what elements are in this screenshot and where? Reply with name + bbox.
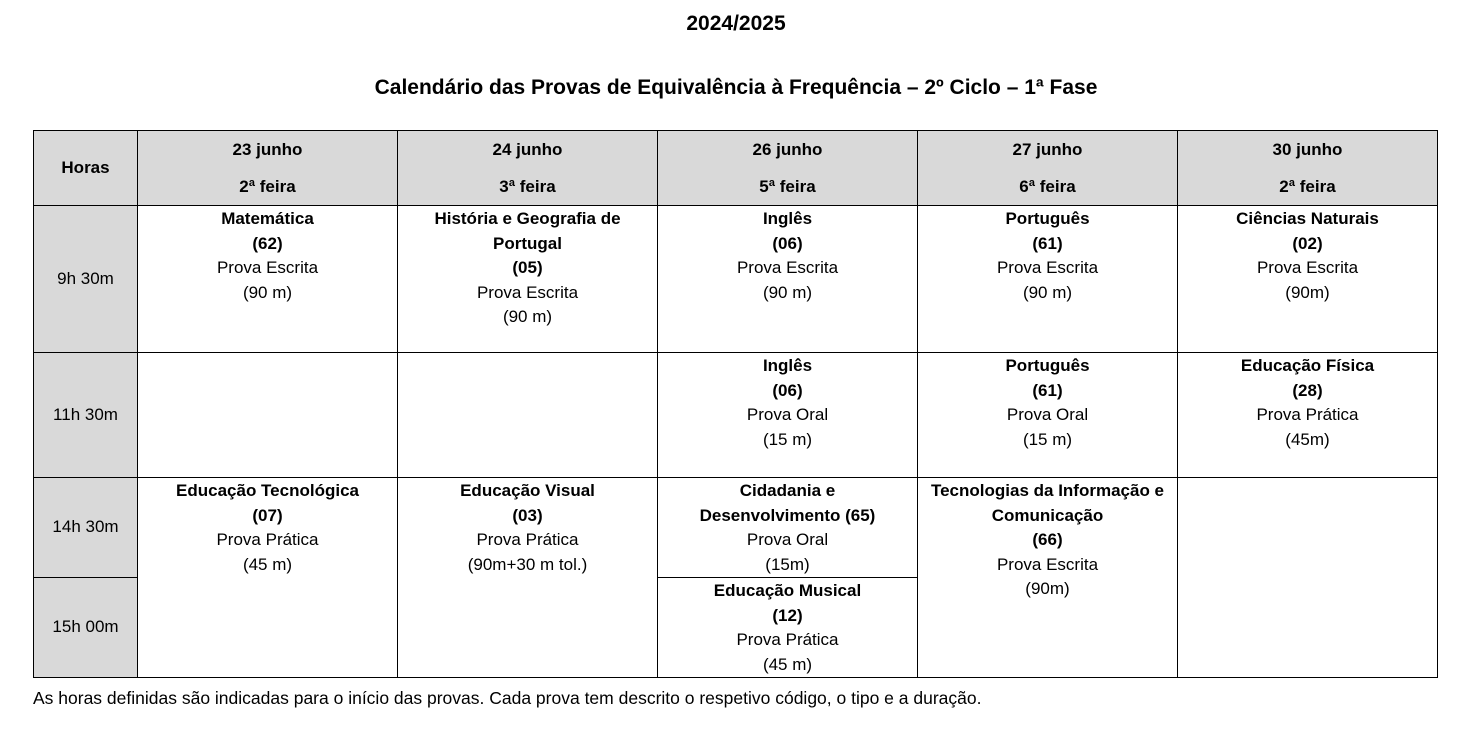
exam-type: Prova Prática <box>736 630 839 649</box>
exam-type: Prova Escrita <box>1256 258 1359 277</box>
time-row <box>34 478 1438 578</box>
exam-code: (02) <box>1292 233 1323 253</box>
exam-duration: (45m) <box>1285 429 1330 449</box>
exam-type: Prova Prática <box>476 530 579 549</box>
exam-duration: (15 m) <box>762 429 813 449</box>
day-header <box>918 131 1178 206</box>
day-header <box>658 131 918 206</box>
exam-cell <box>1178 353 1438 478</box>
exam-subject: Ciências Naturais <box>1236 209 1379 228</box>
day-date: 30 junho <box>1272 140 1343 159</box>
exam-cell <box>918 206 1178 353</box>
exam-code: (03) <box>512 505 543 525</box>
page-title: Calendário das Provas de Equivalência à Frequência – 2º Ciclo – 1ª Fase <box>374 76 1098 99</box>
exam-cell <box>138 478 398 678</box>
exam-code: (12) <box>772 605 803 625</box>
year-heading: 2024/2025 <box>686 12 786 35</box>
exam-subject: Português <box>1005 356 1090 375</box>
exam-duration: (90 m) <box>502 307 553 326</box>
exam-type: Prova Escrita <box>736 258 839 277</box>
exam-subject: Educação Visual <box>460 481 595 500</box>
exam-code: (66) <box>1032 530 1063 549</box>
hour-cell: 9h 30m <box>34 206 138 353</box>
exam-calendar-table <box>33 130 1438 678</box>
exam-duration: (90 m) <box>762 282 813 302</box>
exam-duration: (90 m) <box>1022 282 1073 302</box>
exam-subject: Português <box>1005 209 1090 228</box>
exam-duration: (90m) <box>1285 282 1330 302</box>
exam-subject: Inglês <box>762 356 813 375</box>
hour-cell: 15h 00m <box>34 578 138 678</box>
exam-duration: (90 m) <box>242 282 293 302</box>
day-header <box>398 131 658 206</box>
exam-type: Prova Escrita <box>216 258 319 277</box>
exam-code: (62) <box>252 233 283 253</box>
exam-type: Prova Oral <box>746 530 829 549</box>
day-weekday: 5ª feira <box>759 176 816 196</box>
exam-subject: Cidadania e Desenvolvimento (65) <box>699 481 876 525</box>
exam-code: (28) <box>1292 380 1323 400</box>
exam-cell <box>138 206 398 353</box>
day-weekday: 2ª feira <box>1279 176 1336 196</box>
exam-subject: Matemática <box>221 209 314 228</box>
exam-subject: Inglês <box>762 209 813 228</box>
exam-cell <box>918 353 1178 478</box>
exam-duration: (15 m) <box>1022 429 1073 449</box>
exam-type: Prova Prática <box>216 530 319 549</box>
exam-cell <box>398 206 658 353</box>
day-header <box>1178 131 1438 206</box>
day-weekday: 3ª feira <box>499 176 556 196</box>
day-date: 26 junho <box>752 140 823 159</box>
exam-subject: Educação Física <box>1240 356 1375 375</box>
time-row <box>34 206 1438 353</box>
exam-subject: História e Geografia de Portugal <box>434 209 621 253</box>
time-row <box>34 353 1438 478</box>
empty-cell <box>398 353 658 478</box>
exam-code: (06) <box>772 380 803 400</box>
exam-duration: (90m) <box>1025 579 1070 598</box>
exam-subject: Tecnologias da Informação e Comunicação <box>930 481 1165 525</box>
empty-cell <box>1178 478 1438 678</box>
day-date: 24 junho <box>492 140 563 159</box>
exam-type: Prova Escrita <box>996 258 1099 277</box>
exam-duration: (15m) <box>765 554 810 574</box>
exam-duration: (90m+30 m tol.) <box>467 554 588 574</box>
exam-subject: Educação Tecnológica <box>176 481 359 500</box>
exam-type: Prova Oral <box>746 405 829 424</box>
exam-cell <box>658 578 918 678</box>
exam-code: (06) <box>772 233 803 253</box>
empty-cell <box>138 353 398 478</box>
exam-cell <box>658 478 918 578</box>
exam-code: (61) <box>1032 380 1063 400</box>
exam-type: Prova Prática <box>1256 405 1359 424</box>
exam-type: Prova Oral <box>1006 405 1089 424</box>
day-header <box>138 131 398 206</box>
exam-type: Prova Escrita <box>996 554 1099 574</box>
exam-code: (05) <box>512 258 543 277</box>
header-row <box>34 131 1438 206</box>
exam-duration: (45 m) <box>762 654 813 674</box>
day-weekday: 2ª feira <box>239 176 296 196</box>
day-date: 23 junho <box>232 140 303 159</box>
exam-cell <box>658 353 918 478</box>
exam-code: (61) <box>1032 233 1063 253</box>
day-weekday: 6ª feira <box>1019 176 1076 196</box>
exam-subject: Educação Musical <box>713 581 862 600</box>
hour-cell: 11h 30m <box>34 353 138 478</box>
hour-cell: 14h 30m <box>34 478 138 578</box>
exam-cell <box>658 206 918 353</box>
exam-cell <box>918 478 1178 678</box>
exam-cell <box>1178 206 1438 353</box>
hours-header: Horas <box>34 131 138 206</box>
day-date: 27 junho <box>1012 140 1083 159</box>
exam-code: (07) <box>252 505 283 525</box>
exam-type: Prova Escrita <box>476 282 579 302</box>
exam-cell <box>398 478 658 678</box>
footnote: As horas definidas são indicadas para o início das provas. Cada prova tem descrito o respetivo código, o tipo e a duração. <box>33 688 982 708</box>
exam-duration: (45 m) <box>242 554 293 574</box>
